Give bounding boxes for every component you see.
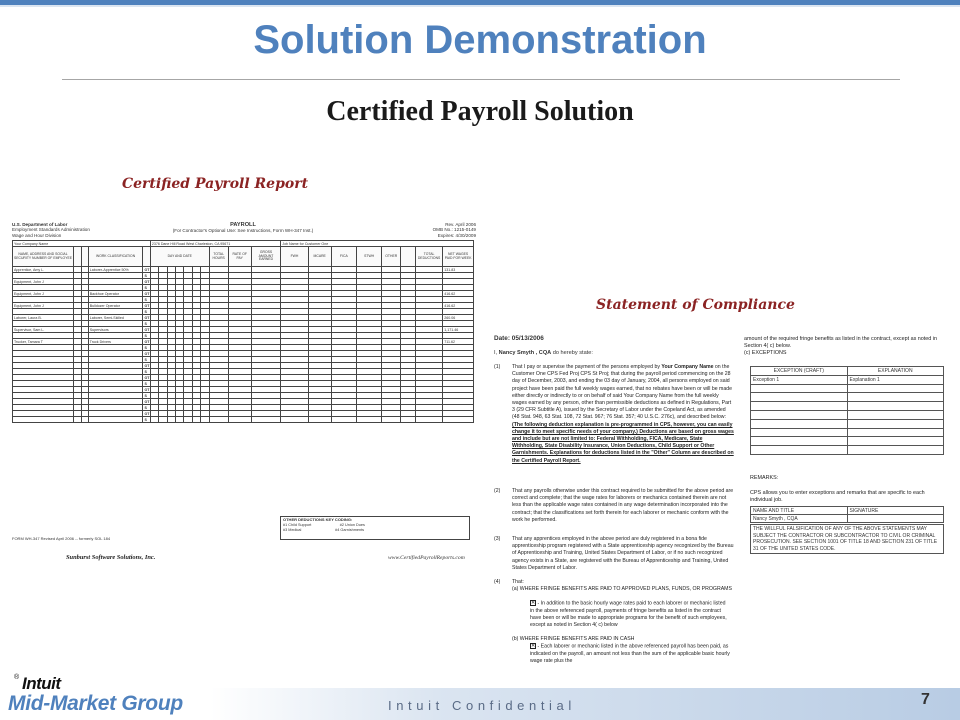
payroll-col-mcare: MCARE	[308, 247, 331, 267]
payroll-form-footer: FORM WH-347 Revised April 2006 -- formerly SOL 184	[12, 536, 111, 541]
other-deductions-label: OTHER DEDUCTIONS KEY CODING:	[283, 517, 353, 522]
payroll-form-title: PAYROLL	[230, 222, 256, 228]
payroll-col-total-deductions: TOTAL DEDUCTIONS	[415, 247, 442, 267]
payroll-employee-row: S	[13, 393, 474, 399]
compliance-item-4a-text: ✕ - In addition to the basic hourly wage rates paid to each laborer or mechanic listed in the above referenced payroll, payments of fringe benefits as listed in the contract have been or will be made to appropriate programs for the benefit of such employees, except as noted in Section 4( c) below	[530, 600, 727, 628]
mid-market-group-logo: Mid-Market Group	[8, 692, 183, 715]
exceptions-row	[751, 375, 944, 384]
signature-col-name: NAME AND TITLE	[751, 507, 848, 515]
payroll-employee-name: Equipment, John J	[13, 303, 74, 309]
payroll-report-caption: Certified Payroll Report	[122, 176, 309, 192]
payroll-employee-row: Supervisor, Sam L. Supervisors OT 1,171.46	[13, 327, 474, 333]
payroll-omb: OMB No.: 1215-0149	[432, 227, 476, 233]
exceptions-col-explanation: EXPLANATION	[847, 367, 944, 376]
signature-col-signature: SIGNATURE	[847, 507, 944, 515]
payroll-employee-row: OT	[13, 411, 474, 417]
payroll-employee-name: Equipment, John J	[13, 279, 74, 285]
payroll-col-stwh: STWH	[357, 247, 382, 267]
payroll-brand: Sunburst Software Solutions, Inc.	[66, 554, 156, 561]
compliance-item-4b-text: ✕ - Each laborer or mechanic listed in the above referenced payroll has been paid, as indicated on the payroll, an amount not less than the sum of the applicable basic hourly wage rate plus the	[530, 643, 730, 664]
payroll-employee-row: Equipment, John J Backhoe Operator OT 416.62	[13, 291, 474, 297]
payroll-employee-name: Apprentice, Amy L.	[13, 267, 74, 273]
payroll-employee-row: Equipment, John J Bulldozer Operator OT 416.62	[13, 303, 474, 309]
payroll-col-classification: WORK CLASSIFICATION	[88, 247, 143, 267]
exceptions-col-craft: EXCEPTION (CRAFT)	[751, 367, 848, 376]
payroll-col-name: NAME, ADDRESS AND SOCIAL SECURITY NUMBER OF EMPLOYEE	[13, 247, 74, 267]
compliance-item-1-a: That I pay or supervise the payment of the persons employed by	[512, 364, 660, 370]
payroll-employee-row: S	[13, 369, 474, 375]
payroll-employee-name: Laborer, Laura B.	[13, 315, 74, 321]
payroll-employee-net: 131.83	[443, 267, 474, 273]
logo-trademark: ®	[14, 674, 20, 681]
compliance-item-1-c: on the Customer One CPS Fed Proj CPS St Proj; that during the payroll period commencing on the 28 day of December, 2003, and ending the 03 day of January, 2004, all persons employed on said project have been paid the full weekly wages earned, that no rebates have been or will be made either directly or indirectly to or on behalf of said Your Company Name from the full weekly wages earned by any person, other than permissible deductions as defined in Regulations, Part 3 (29 CFR Subtitle A), issued by the Secretary of Labor under the Copeland Act, as amended (48 Stat. 948, 63 Stat. 108, 72 Stat. 967; 76 Stat. 357; 40 U.S.C. 276c), and described below:	[512, 364, 733, 421]
payroll-employee-classification: Bulldozer Operator	[88, 303, 143, 309]
payroll-col-total-hours: TOTAL HOURS	[209, 247, 228, 267]
payroll-employee-row: S	[13, 321, 474, 327]
payroll-employee-row: S	[13, 417, 474, 423]
compliance-item-2-text: That any payrolls otherwise under this contract required to be submitted for the above period are correct and complete; that the wage rates for laborers or mechanics contained therein are not less than the applicable wage rates contained in any wage determination incorporated into the contract; that the classifications set forth therein for each laborer or mechanic conform with the work he performed.	[512, 488, 734, 523]
payroll-employee-row: Apprentice, Amy L. Laborer-Apprentice 50% OT 131.83	[13, 267, 474, 273]
payroll-employee-row: OT	[13, 387, 474, 393]
payroll-employee-classification: Backhoe Operator	[88, 291, 143, 297]
compliance-hereby-prefix: I,	[494, 350, 498, 356]
ded-code-3: #3 Medical	[283, 527, 302, 532]
payroll-omb-block	[388, 222, 476, 238]
payroll-expires: Expires: 4/30/2009	[437, 232, 476, 238]
payroll-agency-block	[12, 222, 172, 238]
payroll-employee-row: S	[13, 285, 474, 291]
compliance-item-1-company: Your Company Name	[661, 364, 714, 370]
ded-code-4: #4 Garnishments	[335, 527, 365, 532]
signature-name-value: Nancy Smyth , CQA	[751, 515, 848, 523]
other-deductions-key	[280, 516, 470, 540]
compliance-item-3-num: (3)	[494, 536, 501, 542]
payroll-employee-row: S	[13, 405, 474, 411]
checkbox-4a-icon: ✕	[531, 600, 536, 606]
slide-title: Solution Demonstration	[253, 18, 707, 62]
compliance-hereby-line	[494, 350, 593, 356]
payroll-employee-row: S	[13, 333, 474, 339]
compliance-exceptions-label: (c) EXCEPTIONS	[744, 350, 787, 357]
compliance-date: 05/13/2006	[511, 335, 544, 342]
payroll-employee-classification: Truck Drivers	[88, 339, 143, 345]
exceptions-row	[751, 410, 944, 419]
intuit-logo: Intuit	[22, 674, 61, 693]
payroll-address-cell: 2376 Dane Hill Road West Charleston, CA 95671	[150, 241, 280, 247]
payroll-employee-net: 711.62	[443, 339, 474, 345]
exceptions-cell-craft: Exception 1	[751, 375, 848, 384]
exceptions-row	[751, 419, 944, 428]
payroll-report-document	[8, 218, 478, 568]
exceptions-header-row	[751, 367, 944, 376]
compliance-item-4-that: That:	[512, 579, 524, 585]
footer-bar	[210, 688, 960, 720]
payroll-form-note: (For Contractor's Optional Use: See Instructions, Form WH-347 Inst.)	[172, 228, 314, 234]
exceptions-table	[750, 366, 944, 455]
compliance-item-1-num: (1)	[494, 364, 501, 370]
top-accent-stripe-light	[0, 5, 960, 7]
payroll-site: www.CertifiedPayrollReports.com	[388, 555, 465, 561]
exceptions-row	[751, 402, 944, 411]
ded-code-1: #1 Child Support	[283, 522, 312, 527]
compliance-remarks-label: REMARKS:	[750, 475, 779, 481]
compliance-cps-note: CPS allows you to enter exceptions and remarks that are specific to each individual job.	[750, 490, 925, 504]
payroll-employee-row: OT	[13, 351, 474, 357]
exceptions-row	[751, 437, 944, 446]
payroll-employee-row: OT	[13, 399, 474, 405]
payroll-employee-net: 260.06	[443, 315, 474, 321]
payroll-col-other: OTHER	[382, 247, 401, 267]
payroll-job-cell: Job Name for Customer One	[281, 241, 474, 247]
payroll-table	[12, 240, 474, 423]
payroll-employee-net: 416.62	[443, 303, 474, 309]
payroll-employee-row: Laborer, Laura B. Laborer, Semi-Skilled OT 260.06	[13, 315, 474, 321]
ded-code-2: #2 Union Dues	[339, 522, 365, 527]
checkbox-4b-icon: ✕	[531, 643, 536, 649]
compliance-date-label: Date:	[494, 335, 510, 342]
compliance-item-4-num: (4)	[494, 579, 501, 585]
payroll-employee-name: Trucker, Tamara T	[13, 339, 74, 345]
payroll-employee-classification: Laborer, Semi-Skilled	[88, 315, 143, 321]
payroll-employee-row: OT	[13, 363, 474, 369]
payroll-col-fwh: FWH	[281, 247, 308, 267]
payroll-dept: U.S. Department of Labor	[12, 222, 68, 227]
payroll-col-net: NET WAGES PAID FOR WEEK	[443, 247, 474, 267]
page-number: 7	[921, 691, 930, 708]
slide-subtitle: Certified Payroll Solution	[326, 96, 634, 127]
payroll-employee-classification: Laborer-Apprentice 50%	[88, 267, 143, 273]
payroll-employee-name: Supervisor, Sam L.	[13, 327, 74, 333]
payroll-employee-name: Equipment, John J	[13, 291, 74, 297]
payroll-form-title-block	[168, 222, 318, 234]
exceptions-row	[751, 446, 944, 455]
payroll-employee-row: S	[13, 381, 474, 387]
compliance-item-3-text: That any apprentices employed in the above period are duly registered in a bona fide apprenticeship program registered with a State apprenticeship agency recognized by the Bureau of Apprenticeship and Training, United States Department of Labor, or if no such recognized agency exists in a State, are registered with the Bureau of Apprenticeship and Training, United States Department of Labor.	[512, 536, 734, 571]
compliance-item-2-num: (2)	[494, 488, 501, 494]
payroll-employee-row: S	[13, 345, 474, 351]
payroll-employee-net: 416.62	[443, 291, 474, 297]
payroll-header-row	[13, 247, 474, 267]
payroll-col-day-date: DAY AND DATE	[150, 247, 209, 267]
payroll-col-fica: FICA	[331, 247, 356, 267]
payroll-employee-row: S	[13, 273, 474, 279]
payroll-employee-row: Equipment, John J OT	[13, 279, 474, 285]
payroll-rev: Rev. April 2006	[445, 222, 476, 227]
payroll-col-rate: RATE OF PAY	[228, 247, 251, 267]
exceptions-row	[751, 428, 944, 437]
exceptions-row	[751, 384, 944, 393]
compliance-item-4b-heading: (b) WHERE FRINGE BENEFITS ARE PAID IN CASH	[512, 636, 635, 642]
compliance-statement-caption: Statement of Compliance	[596, 297, 795, 313]
title-divider	[62, 79, 900, 80]
payroll-employee-net: 1,171.46	[443, 327, 474, 333]
payroll-agency: Employment Standards Administration	[12, 227, 90, 233]
exceptions-cell-explanation: Explanation 1	[847, 375, 944, 384]
payroll-employee-row: Trucker, Tamara T Truck Drivers OT 711.62	[13, 339, 474, 345]
compliance-right-top: amount of the required fringe benefits as listed in the contract, except as noted in Section 4( c) below. (c) EXCEPTIONS	[744, 336, 944, 358]
exceptions-row	[751, 393, 944, 402]
compliance-hereby-suffix: do hereby state:	[552, 350, 593, 356]
footer-confidential: Intuit Confidential	[388, 698, 576, 713]
signature-table	[750, 506, 944, 523]
payroll-col-gross: GROSS AMOUNT EARNED	[251, 247, 281, 267]
payroll-employee-row: S	[13, 297, 474, 303]
compliance-item-1-deduction-note: (The following deduction explanation is pre-programmed in CPS, however, you can easily change it to meet specific needs of your company.) Deductions are based on gross wages and include but are not limited to: Federal Withholding, FICA, Medicare, State Withholding, State Disability Insurance, Union Deductions, Child Support or Other Garnishments. Explanations for deductions listed in the "Other" Column are described on the Certified Payroll Report.	[512, 421, 734, 464]
payroll-employee-row: OT	[13, 375, 474, 381]
falsification-warning: THE WILLFUL FALSIFICATION OF ANY OF THE ABOVE STATEMENTS MAY SUBJECT THE CONTRACTOR OR SUBCONTRACTOR TO CIVIL OR CRIMINAL PROSECUTION. SEE SECTION 1001 OF TITLE 18 AND SECTION 231 OF TITLE 31 OF THE UNITED STATES CODE.	[750, 524, 944, 554]
compliance-statement-document	[482, 330, 956, 694]
compliance-date-line	[494, 335, 544, 342]
payroll-company-cell: Your Company Name	[13, 241, 151, 247]
payroll-employee-row: S	[13, 309, 474, 315]
payroll-employee-classification: Supervisors	[88, 327, 143, 333]
compliance-item-4a-heading: (a) WHERE FRINGE BENEFITS ARE PAID TO APPROVED PLANS, FUNDS, OR PROGRAMS	[512, 586, 732, 592]
payroll-division: Wage and Hour Division	[12, 232, 62, 238]
payroll-employee-row: S	[13, 357, 474, 363]
compliance-signer: Nancy Smyth , CQA	[498, 350, 552, 356]
